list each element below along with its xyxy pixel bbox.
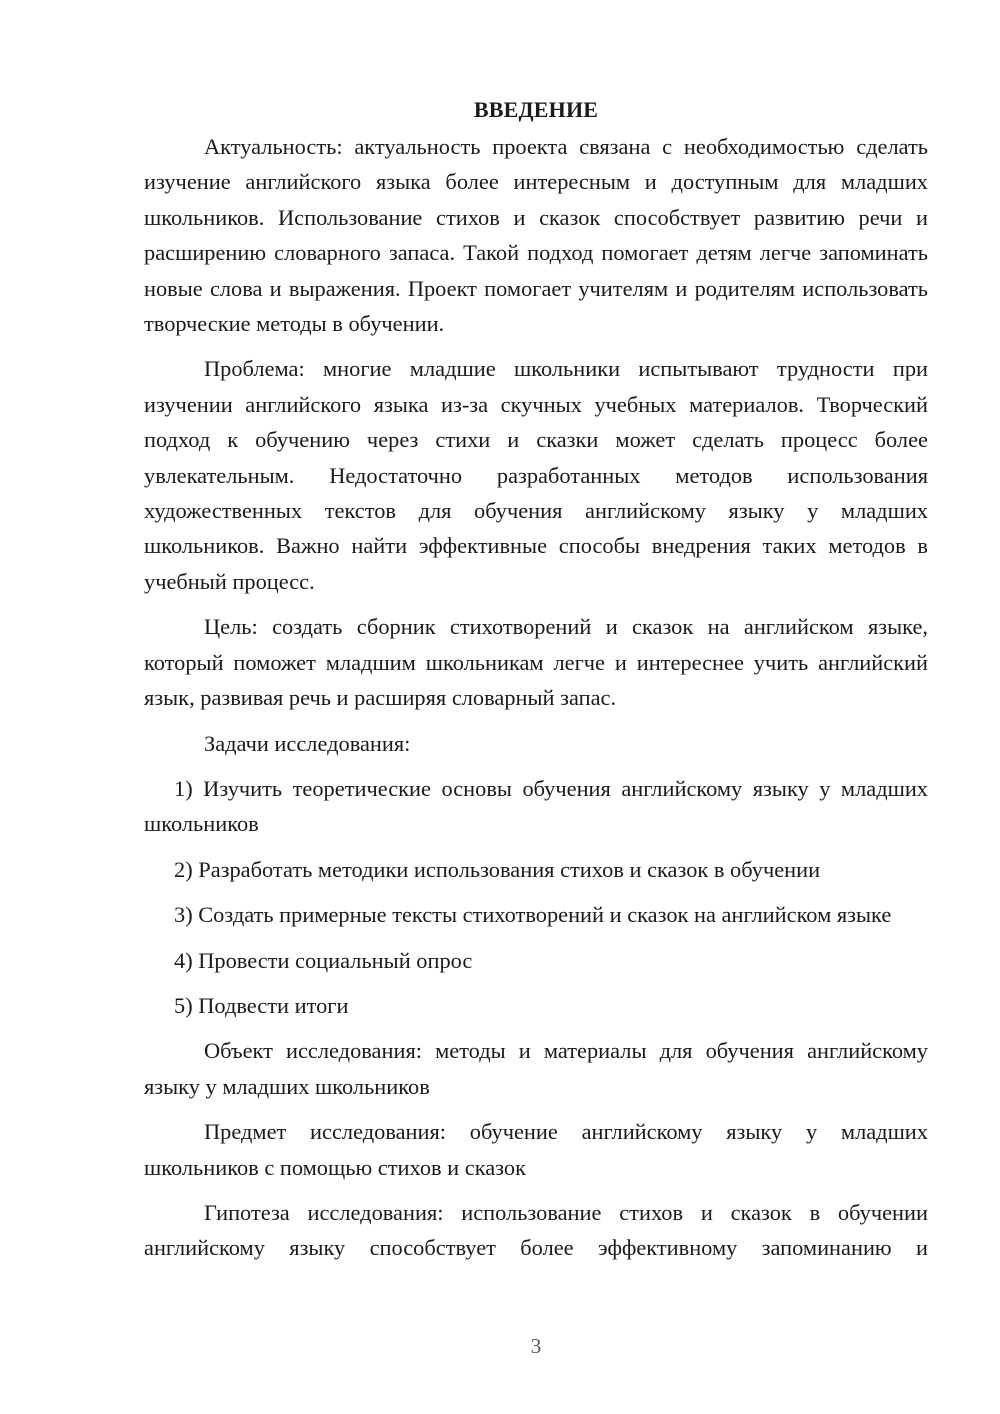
page-number: 3: [530, 1334, 542, 1358]
section-title: ВВЕДЕНИЕ: [473, 97, 599, 122]
task-item-1: 1) Изучить теоретические основы обучения английскому языку у младших школьников: [144, 775, 928, 837]
task-item-2: 2) Разработать методики использования стихов и сказок в обучении: [174, 856, 821, 882]
paragraph-object: Объект исследования: методы и материалы для обучения английскому языку у младших школьников: [144, 1038, 928, 1099]
paragraph-goal: Цель: создать сборник стихотворений и сказок на английском языке, который поможет младшим школьникам легче и интереснее учить английский язык, развивая речь и расширяя словарный запас.: [144, 614, 928, 711]
document-page: [144, 92, 928, 1276]
task-item-3: 3) Создать примерные тексты стихотворений и сказок на английском языке: [174, 902, 892, 928]
paragraph-subject: Предмет исследования: обучение английскому языку у младших школьников с помощью стихов и сказок: [144, 1119, 928, 1180]
task-item-4: 4) Провести социальный опрос: [174, 947, 473, 973]
paragraph-actuality: Актуальность: актуальность проекта связана с необходимостью сделать изучение английского языка более интересным и доступным для младших школьников. Использование стихов и сказок способствует развитию речи и расширению словарного запаса. Такой подход помогает детям легче запоминать новые слова и выражения. Проект помогает учителям и родителям использовать творческие методы в обучении.: [144, 134, 928, 337]
task-item-5: 5) Подвести итоги: [174, 992, 349, 1018]
paragraph-problem: Проблема: многие младшие школьники испытывают трудности при изучении английского языка из-за скучных учебных материалов. Творческий подход к обучению через стихи и сказки может сделать процесс более увлекательным. Недостаточно разработанных методов использования художественных текстов для обучения английскому языку у младших школьников. Важно найти эффективные способы внедрения таких методов в учебный процесс.: [144, 356, 928, 594]
paragraph-hypothesis: Гипотеза исследования: использование стихов и сказок в обучении английскому языку способствует более эффективному запоминанию и: [144, 1199, 928, 1261]
tasks-heading: Задачи исследования:: [204, 730, 411, 756]
